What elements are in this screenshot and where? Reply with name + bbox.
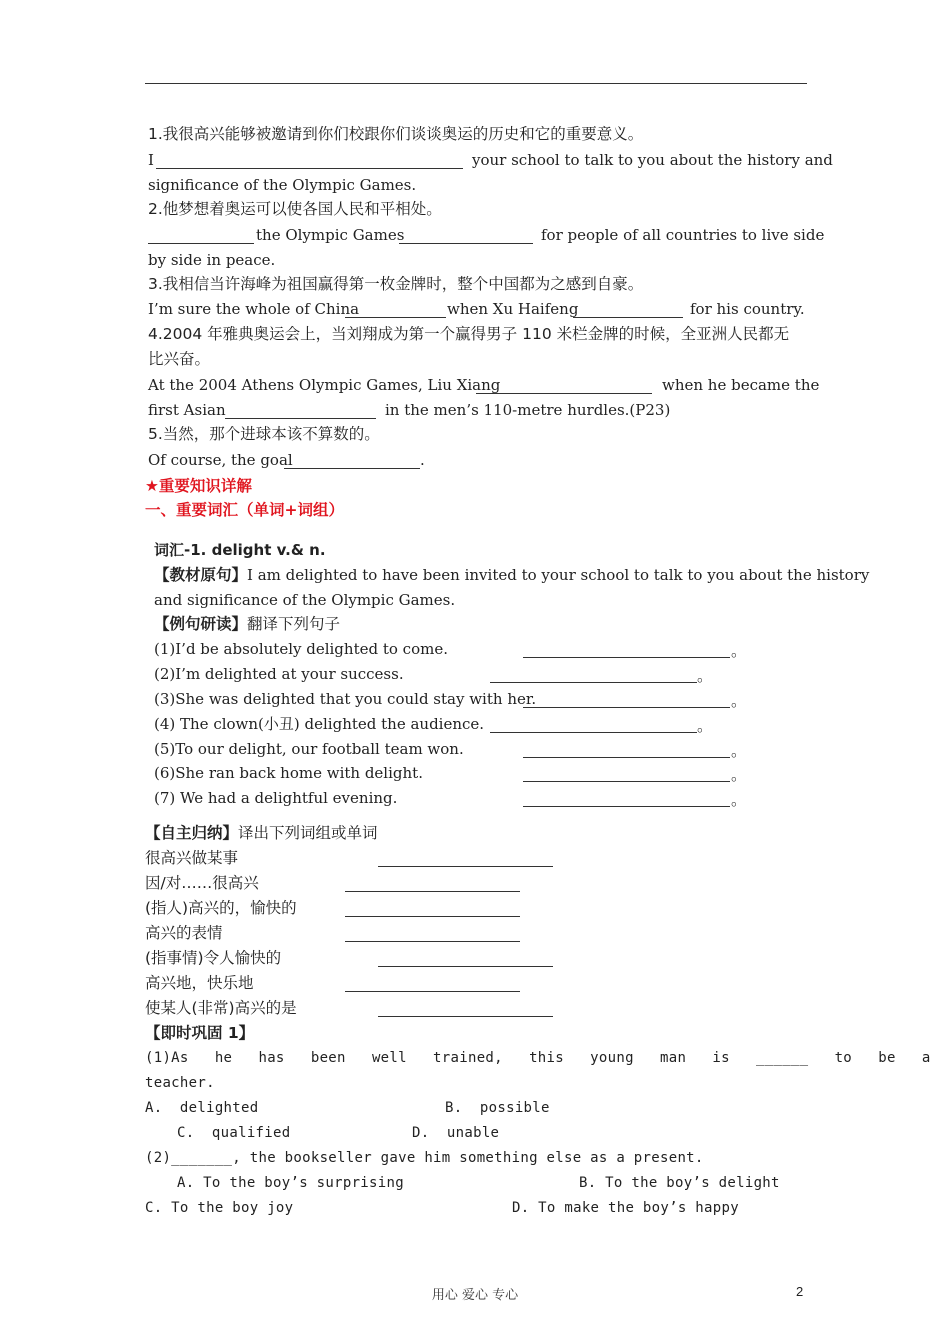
q2-en-end: for people of all countries to live side bbox=[541, 226, 825, 244]
q1-en-start: I bbox=[148, 151, 154, 169]
practice-q1-option-b[interactable]: B. possible bbox=[445, 1100, 550, 1116]
example-sentence: (5)To our delight, our football team won. bbox=[154, 740, 464, 758]
q2-en-cont: by side in peace. bbox=[148, 251, 276, 269]
practice-q2-option-d[interactable]: D. To make the boy’s happy bbox=[512, 1200, 739, 1216]
q3-en-end: for his country. bbox=[690, 300, 805, 318]
example-sentence: (1)I’d be absolutely delighted to come. bbox=[154, 640, 448, 658]
example-end-mark: 。 bbox=[731, 766, 747, 784]
q3-en-start: I’m sure the whole of China bbox=[148, 300, 360, 318]
example-blank[interactable] bbox=[490, 682, 697, 683]
example-blank[interactable] bbox=[523, 657, 730, 658]
practice-label: 【即时巩固 1】 bbox=[145, 1024, 255, 1042]
example-end-mark: 。 bbox=[731, 791, 747, 809]
practice-q2-stem: (2)_______, the bookseller gave him something else as a present. bbox=[145, 1150, 704, 1166]
summary-blank[interactable] bbox=[378, 966, 553, 967]
example-blank[interactable] bbox=[523, 806, 730, 807]
summary-item: 高兴地，快乐地 bbox=[145, 974, 254, 992]
q4-chinese-1: 4.2004 年雅典奥运会上，当刘翔成为第一个赢得男子 110 米栏金牌的时候，全亚洲人民都无 bbox=[148, 325, 790, 343]
summary-item: 使某人(非常)高兴的是 bbox=[145, 999, 297, 1017]
q1-blank[interactable] bbox=[156, 168, 463, 169]
summary-item: (指人)高兴的，愉快的 bbox=[145, 899, 297, 917]
practice-q2-option-a[interactable]: A. To the boy’s surprising bbox=[177, 1175, 404, 1191]
sub-heading: 一、重要词汇（单词+词组） bbox=[145, 501, 344, 519]
summary-item: 因/对……很高兴 bbox=[145, 874, 259, 892]
q3-chinese: 3.我相信当许海峰为祖国赢得第一枚金牌时，整个中国都为之感到自豪。 bbox=[148, 275, 644, 293]
q1-chinese: 1.我很高兴能够被邀请到你们校跟你们谈谈奥运的历史和它的重要意义。 bbox=[148, 125, 644, 143]
summary-item: 高兴的表情 bbox=[145, 924, 223, 942]
example-sentence: (7) We had a delightful evening. bbox=[154, 789, 398, 807]
summary-label: 【自主归纳】 bbox=[145, 824, 239, 842]
example-blank[interactable] bbox=[523, 757, 730, 758]
practice-q1-option-d[interactable]: D. unable bbox=[412, 1125, 500, 1141]
practice-q1-option-c[interactable]: C. qualified bbox=[177, 1125, 291, 1141]
q5-blank[interactable] bbox=[284, 468, 420, 469]
example-end-mark: 。 bbox=[731, 692, 747, 710]
footer-motto: 用心 爱心 专心 bbox=[431, 1288, 519, 1303]
summary-instruction: 译出下列词组或单词 bbox=[238, 824, 378, 842]
page-number: 2 bbox=[796, 1284, 804, 1299]
textbook-line-1 bbox=[154, 565, 869, 585]
q5-en-end: . bbox=[420, 451, 425, 469]
example-sentence: (6)She ran back home with delight. bbox=[154, 764, 423, 782]
example-end-mark: 。 bbox=[731, 742, 747, 760]
q4-chinese-2: 比兴奋。 bbox=[148, 350, 211, 368]
practice-q2-option-b[interactable]: B. To the boy’s delight bbox=[579, 1175, 780, 1191]
example-blank[interactable] bbox=[523, 781, 730, 782]
vocab-title: 词汇-1. delight v.& n. bbox=[154, 541, 326, 559]
practice-q1-option-a[interactable]: A. delighted bbox=[145, 1100, 259, 1116]
example-sentence: (4) The clown(小丑) delighted the audience. bbox=[154, 715, 485, 733]
example-blank[interactable] bbox=[523, 707, 730, 708]
q3-blank-2[interactable] bbox=[573, 317, 683, 318]
example-sentence: (2)I’m delighted at your success. bbox=[154, 665, 404, 683]
q5-en-start: Of course, the goal bbox=[148, 451, 293, 469]
textbook-label: 【教材原句】 bbox=[154, 566, 248, 584]
q4-en-cont: first Asian bbox=[148, 401, 226, 419]
summary-blank[interactable] bbox=[345, 941, 520, 942]
example-end-mark: 。 bbox=[697, 717, 713, 735]
q4-en-start: At the 2004 Athens Olympic Games, Liu Xiang bbox=[148, 376, 501, 394]
q3-en-mid: when Xu Haifeng bbox=[447, 300, 579, 318]
q5-chinese: 5.当然，那个进球本该不算数的。 bbox=[148, 425, 380, 443]
summary-blank[interactable] bbox=[345, 991, 520, 992]
header-rule bbox=[145, 83, 807, 84]
summary-item: (指事情)令人愉快的 bbox=[145, 949, 282, 967]
practice-q1-stem: (1)As he has been well trained, this young man is ______ to be a bbox=[145, 1050, 931, 1066]
q2-blank-2[interactable] bbox=[399, 243, 533, 244]
example-label: 【例句研读】 bbox=[154, 615, 248, 633]
example-header bbox=[154, 614, 340, 634]
example-sentence: (3)She was delighted that you could stay with her. bbox=[154, 690, 537, 708]
practice-q2-option-c[interactable]: C. To the boy joy bbox=[145, 1200, 294, 1216]
q4-blank-1[interactable] bbox=[476, 393, 652, 394]
q2-blank-1[interactable] bbox=[148, 243, 254, 244]
q1-en-mid: your school to talk to you about the history and bbox=[472, 151, 833, 169]
summary-header bbox=[145, 823, 378, 843]
star-heading: ★重要知识详解 bbox=[145, 477, 252, 495]
example-end-mark: 。 bbox=[697, 667, 713, 685]
q1-en-end: significance of the Olympic Games. bbox=[148, 176, 417, 194]
summary-blank[interactable] bbox=[345, 916, 520, 917]
q4-en-end: in the men’s 110-metre hurdles.(P23) bbox=[385, 401, 671, 419]
q4-blank-2[interactable] bbox=[225, 418, 376, 419]
q2-chinese: 2.他梦想着奥运可以使各国人民和平相处。 bbox=[148, 200, 442, 218]
summary-blank[interactable] bbox=[378, 866, 553, 867]
q2-en-mid: the Olympic Games bbox=[256, 226, 405, 244]
summary-item: 很高兴做某事 bbox=[145, 849, 239, 867]
example-instruction: 翻译下列句子 bbox=[247, 615, 341, 633]
q3-blank-1[interactable] bbox=[345, 317, 446, 318]
example-blank[interactable] bbox=[490, 732, 697, 733]
practice-q1-stem-cont: teacher. bbox=[145, 1075, 215, 1091]
textbook-text-1: I am delighted to have been invited to your school to talk to you about the history bbox=[247, 566, 870, 584]
q4-en-mid: when he became the bbox=[662, 376, 820, 394]
example-end-mark: 。 bbox=[731, 642, 747, 660]
summary-blank[interactable] bbox=[345, 891, 520, 892]
textbook-text-2: and significance of the Olympic Games. bbox=[154, 591, 456, 609]
summary-blank[interactable] bbox=[378, 1016, 553, 1017]
